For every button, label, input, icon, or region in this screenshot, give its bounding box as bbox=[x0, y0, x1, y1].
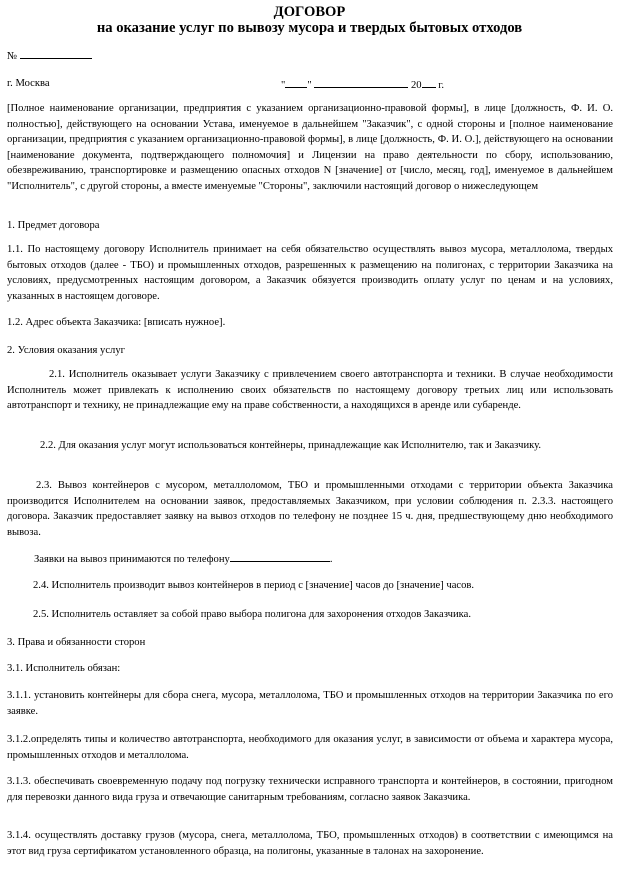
preamble-paragraph: [Полное наименование организации, предприятия с указанием организационно-правовой формы], в лице [должность, Ф. И. О. полностью], действующего на основании Устава, именуемое в дальнейшем "Заказчик", с одной стороны и [полное наименование организации, предприятия с указанием организационно-правовой формы], в лице [должность, Ф. И. О.], действующего на основании [наименование документа, подтверждающего полномочия] и Лицензии на право деятельности по сбору, использованию, обезвреживанию, транспортировке и размещению опасных отходов N [значение] от [число, месяц, год], именуемое в дальнейшем "Исполнитель", с другой стороны, а вместе именуемые "Стороны", заключили настоящий договор о нижеследующем bbox=[7, 103, 613, 192]
section-3-heading: 3. Права и обязанности сторон bbox=[7, 637, 146, 648]
clause-2-3: 2.3. Вывоз контейнеров с мусором, металлоломом, ТБО и промышленными отходами с территории объекта Заказчика производится Исполнителем на основании заявок, предоставляемых Заказчиком, при условии соблюдения п. 2.3.3. настоящего договора. Заказчик предоставляет заявку на вывоз отходов по телефону не позднее 15 ч. дня, предшествующему дню необходимого вывоза. bbox=[7, 480, 613, 538]
contract-number-label: № bbox=[7, 51, 18, 62]
contract-number-line bbox=[7, 47, 613, 65]
clause-1-2: 1.2. Адрес объекта Заказчика: [вписать нужное]. bbox=[7, 317, 226, 328]
section-2-heading: 2. Условия оказания услуг bbox=[7, 345, 125, 356]
clause-2-5: 2.5. Исполнитель оставляет за собой право выбора полигона для захоронения отходов Заказчика. bbox=[33, 609, 471, 620]
clause-3-1-2: 3.1.2.определять типы и количество автотранспорта, необходимого для оказания услуг, в зависимости от объема и характера мусора, промышленных отходов и металлолома. bbox=[7, 734, 613, 761]
phone-end: . bbox=[329, 554, 333, 565]
city-date-row bbox=[7, 76, 613, 92]
year-suffix: г. bbox=[438, 80, 445, 91]
section-1-heading: 1. Предмет договора bbox=[7, 220, 100, 231]
clause-3-1-4: 3.1.4. осуществлять доставку грузов (мусора, снега, металлолома, ТБО, промышленных отходов) в соответствии с имеющимся на этот вид груза сертификатом установленного образца, на полигоны, указанные в талонах на захоронение. bbox=[7, 830, 613, 857]
clause-3-1-3: 3.1.3. обеспечивать своевременную подачу под погрузку технически исправного транспорта и контейнеров, в состоянии, пригодном для перевозки данного вида груза и отвечающие санитарным требованиям, согласно заявок Заказчика. bbox=[7, 776, 613, 803]
clause-2-4: 2.4. Исполнитель производит вывоз контейнеров в период с [значение] часов до [значение] часов. bbox=[33, 580, 475, 591]
clause-1-1: 1.1. По настоящему договору Исполнитель принимает на себя обязательство осуществлять вывоз мусора, металлолома, твердых бытовых отходов (далее - ТБО) и промышленных отходов, разрешенных к размещению на полигонах, с территории Заказчика на условиях, предусмотренных настоящим договором, а Заказчик обязуется производить оплату услуг по ценам и на условиях, указанных в настоящем договоре. bbox=[7, 244, 613, 302]
document-title: ДОГОВОР bbox=[273, 4, 346, 20]
date-open-quote: " bbox=[281, 80, 286, 91]
year-blank bbox=[422, 76, 436, 88]
clause-2-2: 2.2. Для оказания услуг могут использоваться контейнеры, принадлежащие как Исполнителю, так и Заказчику. bbox=[40, 440, 541, 451]
date-close-quote: " bbox=[307, 80, 312, 91]
year-prefix: 20 bbox=[410, 80, 422, 91]
phone-blank bbox=[230, 550, 330, 562]
clause-3-1: 3.1. Исполнитель обязан: bbox=[7, 663, 121, 674]
clause-3-1-1: 3.1.1. установить контейнеры для сбора снега, мусора, металлолома, ТБО и промышленных отходов на территории Заказчика по его заявке. bbox=[7, 690, 613, 717]
phone-label: Заявки на вывоз принимаются по телефону bbox=[34, 554, 230, 565]
clause-2-1: 2.1. Исполнитель оказывает услуги Заказчику с привлечением своего автотранспорта и техники. В случае необходимости Исполнитель может привлекать к исполнению своих обязательств по настоящему договору третьих лиц или использовать автотранспорт и технику, не принадлежащие ему на праве собственности, а находящихся в аренде или субаренде. bbox=[7, 369, 613, 412]
date-line bbox=[281, 76, 444, 94]
day-blank bbox=[285, 76, 307, 88]
document-subtitle: на оказание услуг по вывозу мусора и твердых бытовых отходов bbox=[96, 20, 523, 36]
contract-number-blank bbox=[20, 47, 92, 59]
month-blank bbox=[314, 76, 408, 88]
phone-line bbox=[34, 550, 613, 568]
city-label: г. Москва bbox=[7, 78, 50, 89]
